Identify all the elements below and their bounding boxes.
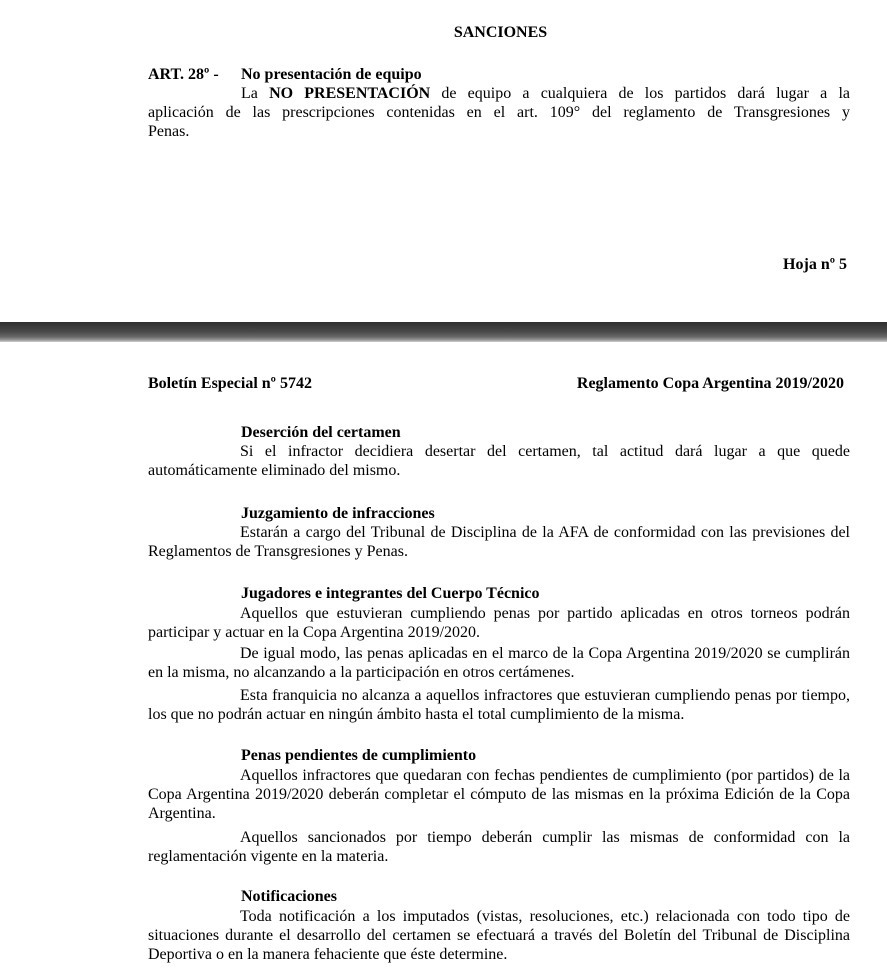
section-heading: Juzgamiento de infracciones (241, 505, 435, 522)
section-title: SANCIONES (453, 24, 548, 41)
section-heading: Penas pendientes de cumplimiento (241, 747, 477, 764)
section-paragraph: De igual modo, las penas aplicadas en el marco de la Copa Argentina 2019/2020 se cumplirán en la misma, no alcanzando a la participación en otros certámenes. (148, 645, 850, 681)
article-text-pre: La (241, 85, 270, 102)
article-title: No presentación de equipo (241, 66, 422, 83)
section-heading: Jugadores e integrantes del Cuerpo Técnico (241, 585, 540, 602)
article-text-bold: NO PRESENTACIÓN (269, 85, 431, 102)
page-separator (0, 322, 887, 342)
page-number: Hoja nº 5 (783, 256, 847, 273)
header-left: Boletín Especial nº 5742 (148, 375, 312, 392)
section-paragraph: Esta franquicia no alcanza a aquellos infractores que estuvieran cumpliendo penas por tiempo, los que no podrán actuar en ningún ámbito hasta el total cumplimiento de la misma. (148, 687, 850, 723)
section-paragraph: Aquellos que estuvieran cumpliendo penas por partido aplicadas en otros torneos podrán participar y actuar en la Copa Argentina 2019/2020. (148, 605, 850, 641)
article-text-line1 (241, 84, 850, 103)
article-text-line3: Penas. (148, 123, 190, 140)
section-paragraph: Si el infractor decidiera desertar del certamen, tal actitud dará lugar a que quede automáticamente eliminado del mismo. (148, 443, 850, 479)
section-paragraph: Toda notificación a los imputados (vistas, resoluciones, etc.) relacionada con todo tipo de situaciones durante el desarrollo del certamen se efectuará a través del Boletín del Tribunal de Disciplina Deportiva o en la manera fehaciente que éste determine. (148, 908, 850, 963)
section-paragraph: Estarán a cargo del Tribunal de Disciplina de la AFA de conformidad con las previsiones del Reglamentos de Transgresiones y Penas. (148, 524, 850, 560)
header-right: Reglamento Copa Argentina 2019/2020 (576, 375, 844, 392)
section-heading: Deserción del certamen (241, 424, 401, 441)
section-paragraph: Aquellos sancionados por tiempo deberán cumplir las mismas de conformidad con la reglamentación vigente en la materia. (148, 829, 850, 865)
article-text-post: de equipo a cualquiera de los partidos dará lugar a la (430, 85, 851, 102)
article-text-line2: aplicación de las prescripciones contenidas en el art. 109° del reglamento de Transgresiones y (148, 104, 850, 121)
section-paragraph: Aquellos infractores que quedaran con fechas pendientes de cumplimiento (por partidos) de la Copa Argentina 2019/2020 deberán completar el cómputo de las mismas en la próxima Edición de la Copa Argentina. (148, 767, 850, 822)
article-label: ART. 28º - (148, 66, 219, 83)
section-heading: Notificaciones (241, 888, 337, 905)
